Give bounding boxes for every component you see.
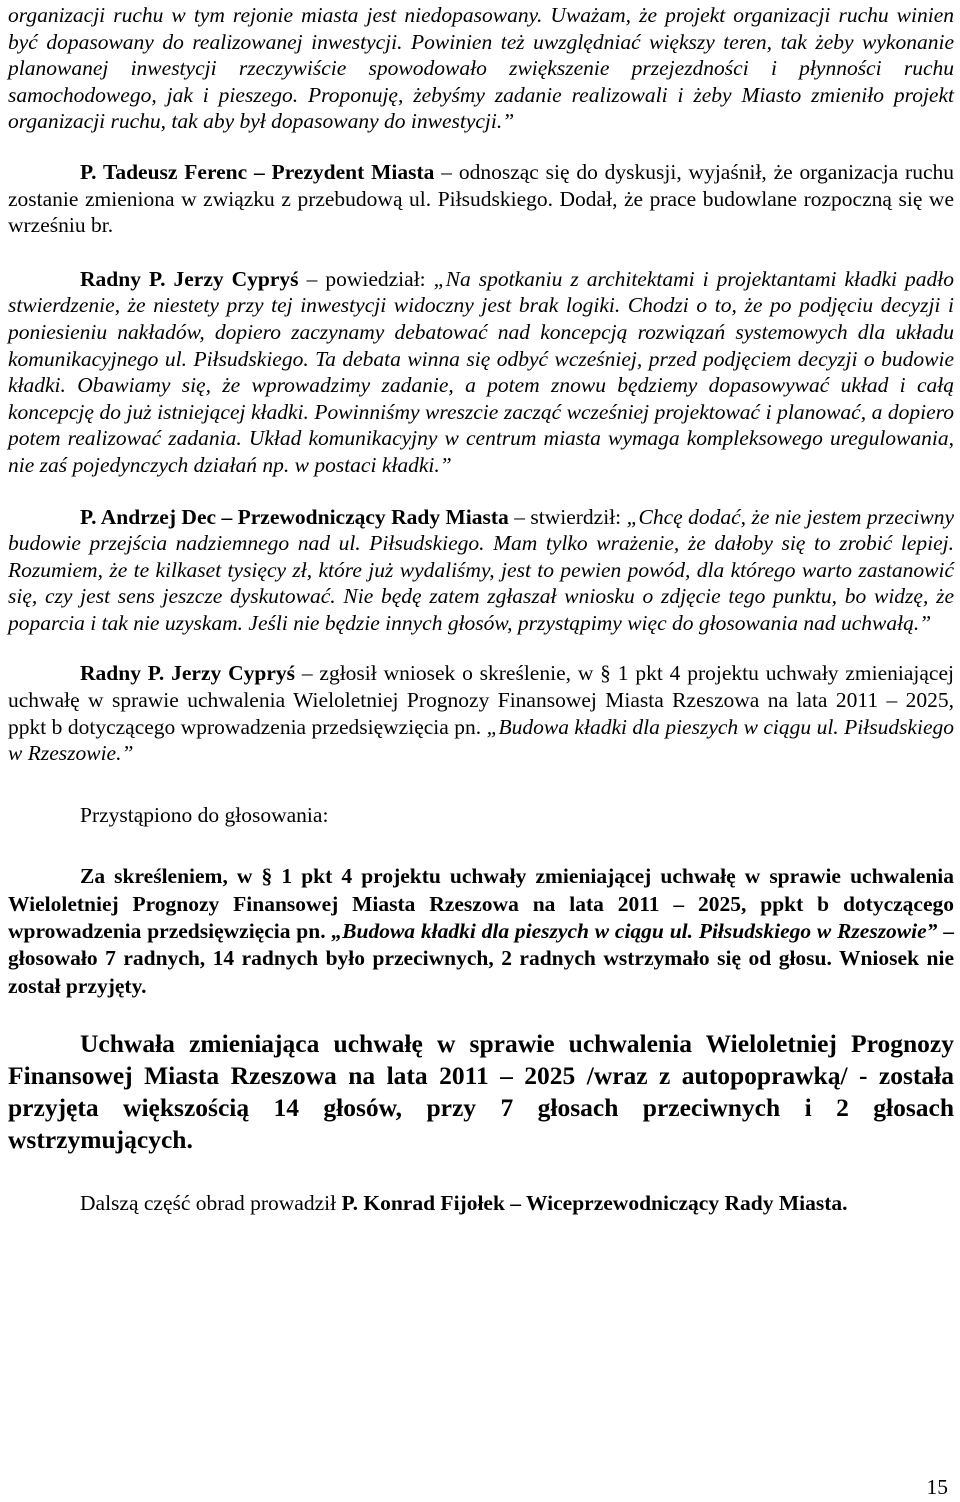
page-number: 15 (926, 1475, 948, 1499)
paragraph-cyprys-statement: Radny P. Jerzy Cypryś – powiedział: „Na spotkaniu z architektami i projektantami kładki padło stwierdzenie, że niestety przy tej inwestycji widoczny jest brak logiki. Chodzi o to, że po podjęciu decyzji i poniesieniu nakładów, dopiero zaczynamy debatować nad koncepcją rozwiązań systemowych dla układu komunikacyjnego ul. Piłsudskiego. Ta debata winna się odbyć wcześniej, przed podjęciem decyzji o budowie kładki. Obawiamy się, że wprowadzimy zadanie, a potem znowu będziemy dopasowywać układ i całą koncepcję do już istniejącej kładki. Powinniśmy wreszcie zacząć wcześniej projektować i planować, a dopiero potem realizować zadania. Układ komunikacyjny w centrum miasta wymaga kompleksowego uregulowania, nie zaś pojedynczych działań np. w postaci kładki.” (8, 266, 954, 477)
speaker-ferenc: P. Tadeusz Ferenc – Prezydent Miasta (80, 159, 435, 184)
speaker-cyprys-motion: Radny P. Jerzy Cypryś (80, 661, 295, 686)
vote-project-name: „Budowa kładki dla pieszych w ciągu ul. Piłsudskiego w Rzeszowie” (331, 919, 938, 944)
speaker-dec: P. Andrzej Dec – Przewodniczący Rady Miasta (80, 504, 509, 529)
voting-intro: Przystąpiono do głosowania: (80, 802, 329, 827)
resolution-result: Uchwała zmieniająca uchwałę w sprawie uchwalenia Wieloletniej Prognozy Finansowej Miasta Rzeszowa na lata 2011 – 2025 /wraz z autopoprawką/ - została przyjęta większością 14 głosów, przy 7 głosach przeciwnych i 2 głosach wstrzymujących. (8, 1028, 954, 1154)
quote-continuation-paragraph: organizacji ruchu w tym rejonie miasta jest niedopasowany. Uważam, że projekt organizacji ruchu winien być dopasowany do realizowanej inwestycji. Powinien też uwzględniać większy teren, tak żeby wykonanie planowanej inwestycji rzeczywiście spowodowało zwiększenie przejezdności i płynności ruchu samochodowego, jak i pieszego. Proponuję, żebyśmy zadanie realizowali i żeby Miasto zmieniło projekt organizacji ruchu, tak aby był dopasowany do inwestycji.” (8, 3, 954, 134)
document-page (8, 0, 954, 1217)
vote-result-motion: Za skreśleniem, w § 1 pkt 4 projektu uchwały zmieniającej uchwałę w sprawie uchwalenia Wieloletniej Prognozy Finansowej Miasta Rzeszowa na lata 2011 – 2025, ppkt b dotyczącego wprowadzenia przedsięwzięcia pn. „Budowa kładki dla pieszych w ciągu ul. Piłsudskiego w Rzeszowie” – głosowało 7 radnych, 14 radnych było przeciwnych, 2 radnych wstrzymało się od głosu. Wniosek nie został przyjęty. (8, 864, 954, 998)
paragraph-cyprys-motion: Radny P. Jerzy Cypryś – zgłosił wniosek o skreślenie, w § 1 pkt 4 projektu uchwały zmieniającej uchwałę w sprawie uchwalenia Wieloletniej Prognozy Finansowej Miasta Rzeszowa na lata 2011 – 2025, ppkt b dotyczącego wprowadzenia przedsięwzięcia pn. „Budowa kładki dla pieszych w ciągu ul. Piłsudskiego w Rzeszowie.” (8, 661, 954, 766)
paragraph-ferenc: P. Tadeusz Ferenc – Prezydent Miasta – odnosząc się do dyskusji, wyjaśnił, że organizacja ruchu zostanie zmieniona w związku z przebudową ul. Piłsudskiego. Dodał, że prace budowlane rozpoczną się we wrześniu br. (8, 159, 954, 238)
speaker-fijolek: P. Konrad Fijołek – Wiceprzewodniczący Rady Miasta. (341, 1190, 848, 1215)
speaker-cyprys: Radny P. Jerzy Cypryś (80, 266, 299, 291)
quote-dec: „Chcę dodać, że nie jestem przeciwny budowie przejścia nadziemnego nad ul. Piłsudskiego. Mam tylko wrażenie, że dałoby się to zrobić lepiej. Rozumiem, że te kilkaset tysięcy zł, które już wydaliśmy, jest to pewien powód, dla którego warto zastanowić się, czy jest sens jeszcze dyskutować. Nie będę zatem zgłaszał wniosku o zdjęcie tego punktu, bo widzę, że poparcia i tak nie uzyskam. Jeśli nie będzie innych głosów, przystąpimy więc do głosowania nad uchwałą.” (8, 504, 954, 635)
quote-cyprys: „Na spotkaniu z architektami i projektantami kładki padło stwierdzenie, że niestety przy tej inwestycji widoczny jest brak logiki. Chodzi o to, że po podjęciu decyzji i poniesieniu nakładów, dopiero zaczynamy debatować nad koncepcją rozwiązań systemowych dla układu komunikacyjnego ul. Piłsudskiego. Ta debata winna się odbyć wcześniej, przed podjęciem decyzji o budowie kładki. Obawiamy się, że wprowadzimy zadanie, a potem znowu będziemy dopasowywać układ i całą koncepcję do już istniejącej kładki. Powinniśmy wreszcie zacząć wcześniej projektować i planować, a dopiero potem realizować zadania. Układ komunikacyjny w centrum miasta wymaga kompleksowego uregulowania, nie zaś pojedynczych działań np. w postaci kładki.” (8, 266, 954, 477)
chair-change-paragraph: Dalszą część obrad prowadził P. Konrad Fijołek – Wiceprzewodniczący Rady Miasta. (80, 1190, 848, 1215)
paragraph-dec: P. Andrzej Dec – Przewodniczący Rady Miasta – stwierdził: „Chcę dodać, że nie jestem przeciwny budowie przejścia nadziemnego nad ul. Piłsudskiego. Mam tylko wrażenie, że dałoby się to zrobić lepiej. Rozumiem, że te kilkaset tysięcy zł, które już wydaliśmy, jest to pewien powód, dla którego warto zastanowić się, czy jest sens jeszcze dyskutować. Nie będę zatem zgłaszał wniosku o zdjęcie tego punktu, bo widzę, że poparcia i tak nie uzyskam. Jeśli nie będzie innych głosów, przystąpimy więc do głosowania nad uchwałą.” (8, 504, 954, 635)
quote-project-name: „Budowa kładki dla pieszych w ciągu ul. Piłsudskiego w Rzeszowie.” (8, 714, 954, 766)
